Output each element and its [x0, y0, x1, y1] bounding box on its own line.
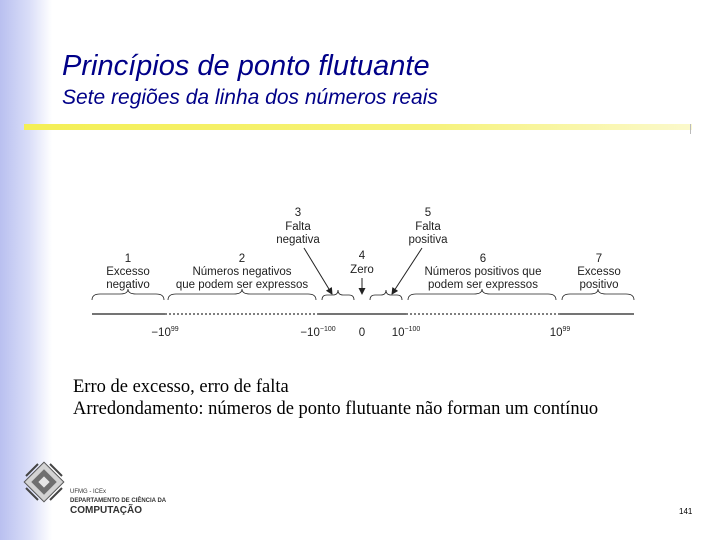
axis-label-pos-large: $10^{99}$	[549, 326, 571, 339]
axis-label-pos-small: $10^{-100}$	[391, 326, 421, 339]
axis-label-zero: 0	[358, 327, 366, 339]
region-1-number: 1	[124, 253, 132, 265]
region-1-label-line1: Excesso	[106, 266, 150, 278]
region-5-brace	[370, 290, 402, 300]
logo-text-line3: COMPUTAÇÃO	[70, 505, 143, 516]
region-1-brace	[92, 289, 164, 300]
region-7-label-line1: Excesso	[577, 266, 621, 278]
region-4-number: 4	[358, 250, 366, 262]
slide-subtitle: Sete regiões da linha dos números reais	[62, 86, 438, 109]
region-7-number: 7	[595, 253, 603, 265]
region-4-label-line1: Zero	[350, 264, 374, 276]
region-5-arrow	[392, 248, 422, 294]
region-5-label-line2: positiva	[408, 234, 448, 246]
region-5-number: 5	[424, 207, 432, 219]
region-7-brace	[562, 289, 634, 300]
axis-label-neg-small: $-10^{-100}$	[300, 326, 336, 339]
logo-wordmark	[70, 488, 166, 515]
axis-label-neg-large: $-10^{99}$	[151, 326, 179, 339]
region-3-arrow	[304, 248, 332, 294]
region-3-label-line1: Falta	[285, 221, 311, 233]
body-line-1: Erro de excesso, erro de falta	[73, 377, 289, 397]
slide-body-text	[73, 376, 598, 420]
region-2-number: 2	[238, 253, 246, 265]
region-6-number: 6	[479, 253, 487, 265]
region-3-label-line2: negativa	[276, 234, 320, 246]
region-6-label-line1: Números positivos que	[424, 266, 542, 278]
logo-text-line2: DEPARTAMENTO DE CIÊNCIA DA	[70, 498, 167, 504]
logo-text-line1: UFMG - ICEx	[70, 489, 106, 495]
body-line-2: Arredondamento: números de ponto flutuante não forman um contínuo	[73, 399, 599, 419]
region-5-label-line1: Falta	[415, 221, 441, 233]
region-3-number: 3	[294, 207, 302, 219]
page-number: 141	[679, 507, 693, 516]
region-3-brace	[322, 290, 354, 300]
region-6-label-line2: podem ser expressos	[428, 279, 538, 291]
region-2-label-line1: Números negativos	[192, 266, 292, 278]
slide-title: Princípios de ponto flutuante	[62, 50, 430, 82]
region-7-label-line2: positivo	[579, 279, 619, 291]
region-1-label-line2: negativo	[106, 279, 150, 291]
region-2-label-line2: que podem ser expressos	[175, 279, 309, 291]
